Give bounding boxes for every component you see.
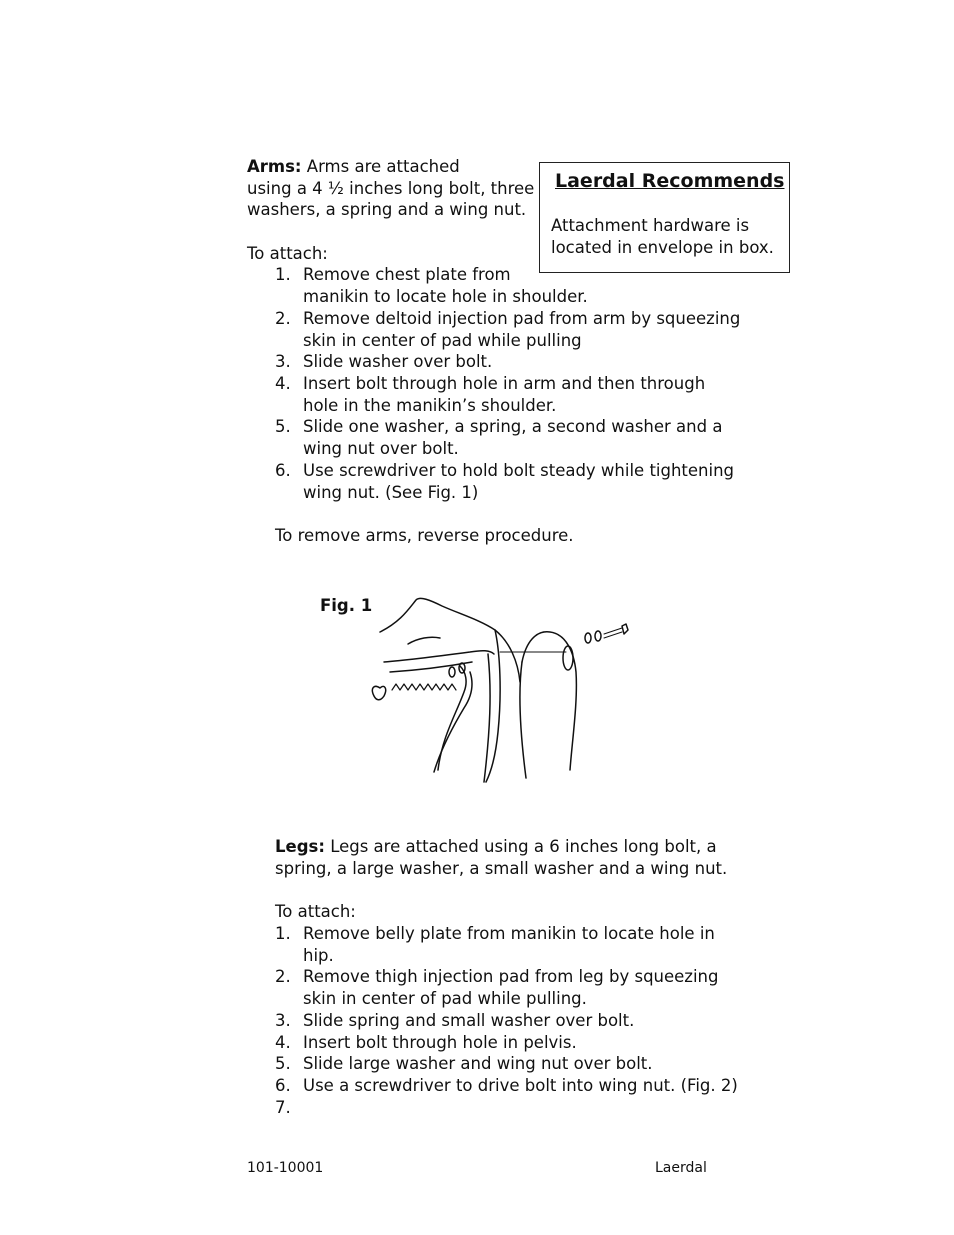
arm-attachment-illustration <box>360 592 650 792</box>
legs-step-2-line-1: Remove thigh injection pad from leg by squeezing <box>303 967 719 986</box>
legs-intro-line-1: Legs: Legs are attached using a 6 inches long bolt, a <box>275 837 717 856</box>
laerdal-recommends-box <box>539 162 790 273</box>
arms-step-6-num: 6. <box>275 461 291 480</box>
legs-step-5-line-1: Slide large washer and wing nut over bolt. <box>303 1054 653 1073</box>
footer-brand: Laerdal <box>655 1160 707 1176</box>
legs-step-1-num: 1. <box>275 924 291 943</box>
recommends-text <box>551 215 774 259</box>
arms-step-4-num: 4. <box>275 374 291 393</box>
legs-step-6-line-1: Use a screwdriver to drive bolt into wing nut. (Fig. 2) <box>303 1076 738 1095</box>
legs-step-3-num: 3. <box>275 1011 291 1030</box>
arms-step-6-line-2: wing nut. (See Fig. 1) <box>303 483 479 502</box>
arms-step-4-line-1: Insert bolt through hole in arm and then through <box>303 374 706 393</box>
figure-label: Fig. 1 <box>320 596 373 615</box>
arms-step-5-line-1: Slide one washer, a spring, a second washer and a <box>303 417 723 436</box>
legs-step-1-line-1: Remove belly plate from manikin to locate hole in <box>303 924 715 943</box>
legs-step-7-num: 7. <box>275 1098 291 1117</box>
legs-step-3-line-1: Slide spring and small washer over bolt. <box>303 1011 635 1030</box>
legs-step-5-num: 5. <box>275 1054 291 1073</box>
legs-intro-line-2: spring, a large washer, a small washer and a wing nut. <box>275 859 728 878</box>
recommends-line-1: Attachment hardware is <box>551 216 750 235</box>
legs-step-1-line-2: hip. <box>303 946 334 965</box>
legs-heading: Legs: <box>275 837 325 856</box>
footer-doc-number: 101-10001 <box>247 1160 324 1176</box>
arms-step-4-line-2: hole in the manikin’s shoulder. <box>303 396 557 415</box>
arms-step-1-line-2: manikin to locate hole in shoulder. <box>303 287 588 306</box>
arms-remove-note: To remove arms, reverse procedure. <box>275 526 574 545</box>
legs-step-2-num: 2. <box>275 967 291 986</box>
arms-step-2-line-1: Remove deltoid injection pad from arm by squeezing <box>303 309 741 328</box>
arms-intro-line-2: using a 4 ½ inches long bolt, three <box>247 179 535 198</box>
arms-intro-line-1: Arms: Arms are attached <box>247 157 460 176</box>
recommends-title: Laerdal Recommends <box>555 170 785 192</box>
arms-step-5-num: 5. <box>275 417 291 436</box>
legs-step-4-num: 4. <box>275 1033 291 1052</box>
arms-to-attach: To attach: <box>247 244 328 263</box>
arms-step-6-line-1: Use screwdriver to hold bolt steady while tightening <box>303 461 735 480</box>
arms-step-2-line-2: skin in center of pad while pulling <box>303 331 582 350</box>
legs-to-attach: To attach: <box>275 902 356 921</box>
arms-intro-line-3: washers, a spring and a wing nut. <box>247 200 527 219</box>
recommends-line-2: located in envelope in box. <box>551 238 774 257</box>
legs-step-2-line-2: skin in center of pad while pulling. <box>303 989 587 1008</box>
arms-step-2-num: 2. <box>275 309 291 328</box>
legs-step-6-num: 6. <box>275 1076 291 1095</box>
arms-step-3-num: 3. <box>275 352 291 371</box>
arms-step-1-line-1: Remove chest plate from <box>303 265 511 284</box>
arms-step-1-num: 1. <box>275 265 291 284</box>
legs-step-4-line-1: Insert bolt through hole in pelvis. <box>303 1033 577 1052</box>
arms-step-3-line-1: Slide washer over bolt. <box>303 352 493 371</box>
arms-step-5-line-2: wing nut over bolt. <box>303 439 459 458</box>
arms-heading: Arms: <box>247 157 302 176</box>
